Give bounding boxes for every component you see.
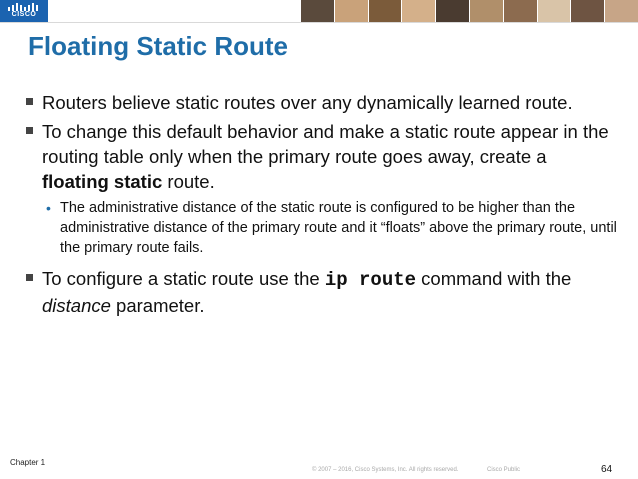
header-photo-tile xyxy=(334,0,368,22)
header-photo-tile xyxy=(570,0,604,22)
sub-bullet-text: The administrative distance of the static route is configured to be higher than the administrative distance of the primary route and it “floats” above the primary route, until the primary route fails. xyxy=(60,200,617,256)
logo-wordmark: CISCO xyxy=(11,11,37,18)
header-photo-tile xyxy=(469,0,503,22)
footer-chapter: Chapter 1 xyxy=(10,458,46,467)
slide-content xyxy=(18,90,618,322)
header-photo-tile xyxy=(435,0,469,22)
square-bullet-icon xyxy=(26,98,33,105)
header-photo-tile xyxy=(503,0,537,22)
header-photo-strip xyxy=(300,0,638,22)
header-photo-tile xyxy=(401,0,435,22)
bullet-bold-term: floating static xyxy=(42,171,163,192)
header-banner xyxy=(0,0,638,30)
footer-copyright: © 2007 – 2016, Cisco Systems, Inc. All rights reserved. xyxy=(312,467,459,473)
page-number: 64 xyxy=(601,464,613,475)
bullet-text-end: parameter. xyxy=(110,295,205,316)
cisco-bars-icon xyxy=(7,3,41,11)
footer-classification: Cisco Public xyxy=(487,467,521,473)
dot-bullet-icon: • xyxy=(46,200,51,216)
sub-bullet-item xyxy=(18,198,618,258)
cisco-logo xyxy=(0,0,48,22)
header-photo-tile xyxy=(537,0,571,22)
header-divider xyxy=(0,22,638,23)
header-photo-tile xyxy=(300,0,334,22)
parameter-term: distance xyxy=(42,295,111,316)
bullet-item xyxy=(18,90,618,115)
bullet-text: To configure a static route use the xyxy=(42,268,325,289)
bullet-text: To change this default behavior and make a static route appear in the routing table only when the primary route goes away, create a xyxy=(42,121,609,167)
bullet-item xyxy=(18,119,618,194)
header-photo-tile xyxy=(368,0,402,22)
bullet-item xyxy=(18,266,618,318)
bullet-text-mid: command with the xyxy=(416,268,572,289)
slide-title: Floating Static Route xyxy=(28,31,288,61)
square-bullet-icon xyxy=(26,274,33,281)
bullet-text-end: route. xyxy=(162,171,215,192)
square-bullet-icon xyxy=(26,127,33,134)
command-code: ip route xyxy=(324,269,417,291)
bullet-text: Routers believe static routes over any dynamically learned route. xyxy=(42,92,573,113)
header-photo-tile xyxy=(604,0,638,22)
